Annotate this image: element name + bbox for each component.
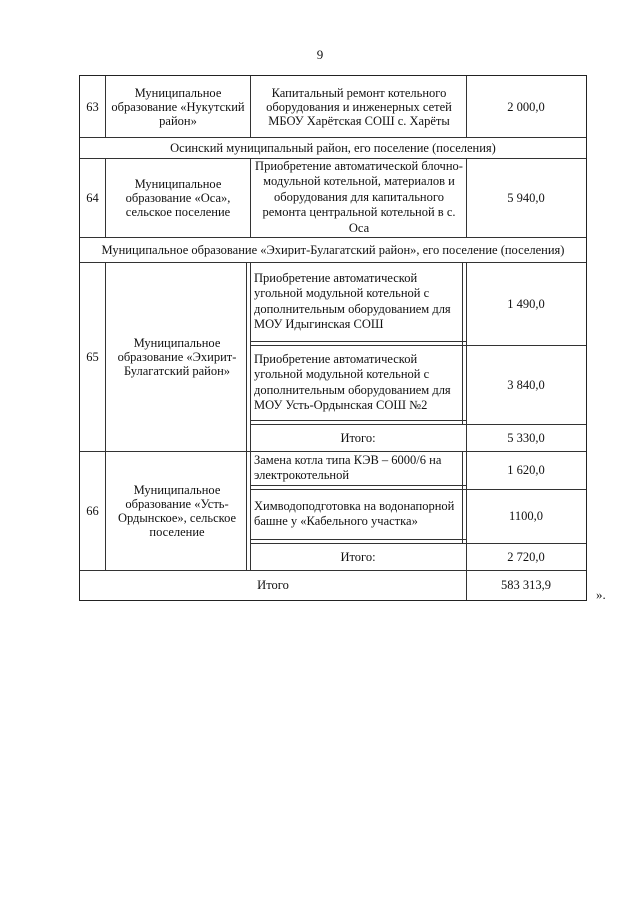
entity-cell: Муниципальное образование «Усть-Ордынское», сельское поселение — [117, 482, 237, 539]
col-divider — [246, 262, 247, 570]
work-cell: Приобретение автоматической угольной модульной котельной с дополнительным оборудованием для МОУ Идыгинская СОШ — [254, 270, 451, 331]
work-cell: Приобретение автоматической блочно-модульной котельной, материалов и оборудования для капитального ремонта центральной котельной в с. Оса — [255, 158, 463, 235]
subtotal-label: Итого: — [340, 549, 376, 564]
section-header: Осинский муниципальный район, его поселение (поселения) — [170, 140, 496, 155]
subtotal-amount: 5 330,0 — [507, 430, 545, 445]
entity-cell: Муниципальное образование «Нукутский район» — [111, 85, 245, 128]
entity-cell: Муниципальное образование «Оса», сельское поселение — [125, 176, 231, 219]
row-number: 65 — [86, 349, 99, 364]
work-cell: Капитальный ремонт котельного оборудования и инженерных сетей МБОУ Харётская СОШ с. Харёты — [266, 85, 452, 128]
amount-cell: 2 000,0 — [507, 99, 545, 114]
work-cell: Замена котла типа КЭВ – 6000/6 на электрокотельной — [254, 452, 442, 482]
row-number: 66 — [86, 503, 99, 518]
row-number: 64 — [86, 190, 99, 205]
col-divider — [105, 76, 106, 137]
amount-cell: 1 490,0 — [507, 296, 545, 311]
item-divider — [250, 485, 466, 486]
page-number: 9 — [316, 47, 324, 62]
col-divider — [250, 158, 251, 237]
amount-cell: 1 620,0 — [507, 463, 545, 477]
total-label: Итого — [257, 578, 289, 592]
col-divider — [105, 262, 106, 570]
col-divider — [462, 489, 463, 543]
col-divider — [105, 158, 106, 237]
row-number: 63 — [86, 99, 99, 114]
item-divider — [250, 420, 466, 421]
item-divider — [250, 539, 466, 540]
work-cell: Приобретение автоматической угольной модульной котельной с дополнительным оборудованием для МОУ Усть-Ордынская СОШ №2 — [254, 351, 451, 412]
amount-cell: 5 940,0 — [507, 190, 545, 205]
amount-cell: 3 840,0 — [507, 377, 545, 392]
budget-table — [79, 75, 587, 601]
entity-cell: Муниципальное образование «Эхирит-Булагатский район» — [117, 335, 237, 378]
subtotal-amount: 2 720,0 — [507, 549, 545, 564]
col-divider — [462, 345, 463, 424]
item-divider — [250, 341, 466, 342]
amount-cell: 1100,0 — [509, 509, 543, 523]
col-divider — [462, 262, 463, 345]
col-divider — [462, 451, 463, 489]
closing-quote-mark: ». — [596, 587, 606, 602]
col-divider — [250, 76, 251, 137]
section-header: Муниципальное образование «Эхирит-Булагатский район», его поселение (поселения) — [101, 242, 565, 257]
total-amount: 583 313,9 — [501, 578, 551, 592]
subtotal-label: Итого: — [340, 430, 376, 445]
work-cell: Химводоподготовка на водонапорной башне у «Кабельного участка» — [254, 498, 455, 528]
